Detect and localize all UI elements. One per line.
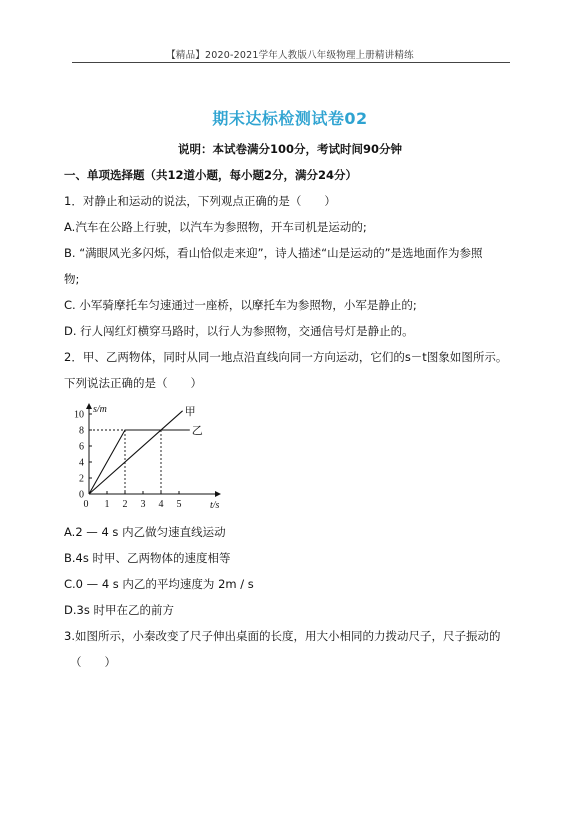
series-line-1: [89, 411, 183, 494]
question-1-option-d: D. 行人闯红灯横穿马路时，以行人为参照物，交通信号灯是静止的。: [64, 324, 414, 338]
question-2-stem-cont: 下列说法正确的是（ ）: [64, 376, 202, 390]
series-label-2: 乙: [191, 425, 203, 437]
x-tick-label: 5: [176, 499, 182, 510]
x-tick-label: 4: [158, 499, 164, 510]
question-1-option-b: B. “满眼风光多闪烁，看山恰似走来迎”，诗人描述“山是运动的”是选地面作为参照: [64, 246, 483, 260]
y-tick-label: 8: [79, 425, 84, 437]
origin-label: 0: [83, 499, 89, 510]
y-tick-label: 0: [79, 489, 84, 501]
header-divider: [72, 62, 510, 63]
series-line-2: [89, 430, 190, 494]
exam-instructions: 说明：本试卷满分100分，考试时间90分钟: [177, 142, 402, 156]
y-tick-label: 6: [79, 441, 84, 453]
question-2-option-d: D.3s 时甲在乙的前方: [64, 603, 174, 617]
question-1-stem: 1．对静止和运动的说法，下列观点正确的是（ ）: [64, 194, 336, 208]
question-1-option-c: C. 小军骑摩托车匀速通过一座桥，以摩托车为参照物，小军是静止的;: [64, 298, 417, 312]
page-header: 【精品】2020-2021学年人教版八年级物理上册精讲精练: [166, 50, 414, 61]
question-1-option-a: A.汽车在公路上行驶，以汽车为参照物，开车司机是运动的;: [64, 220, 367, 234]
question-2-option-c: C.0 — 4 s 内乙的平均速度为 2m / s: [64, 577, 254, 591]
x-tick-label: 1: [104, 499, 110, 510]
question-2-stem: 2．甲、乙两物体，同时从同一地点沿直线向同一方向运动，它们的s－t图象如图所示。: [64, 350, 508, 364]
y-tick-label: 10: [74, 409, 84, 421]
question-1-option-b-cont: 物;: [64, 272, 80, 286]
y-tick-label: 4: [79, 457, 84, 469]
question-2-option-b: B.4s 时甲、乙两物体的速度相等: [64, 551, 231, 565]
x-tick-label: 2: [122, 499, 128, 510]
x-tick-label: 3: [140, 499, 146, 510]
question-2-option-a: A.2 — 4 s 内乙做匀速直线运动: [64, 525, 226, 539]
y-axis-label: s/m: [93, 404, 107, 415]
st-graph: [60, 400, 230, 518]
series-label-1: 甲: [184, 405, 196, 418]
x-axis-label: t/s: [210, 500, 220, 511]
section-heading: 一、单项选择题（共12道小题，每小题2分，满分24分）: [64, 168, 358, 182]
question-3-stem: 3.如图所示，小秦改变了尺子伸出桌面的长度，用大小相同的力拨动尺子，尺子振动的: [64, 629, 501, 643]
exam-title: 期末达标检测试卷02: [212, 109, 368, 128]
question-3-stem-cont: （ ）: [70, 655, 116, 669]
y-tick-label: 2: [79, 473, 84, 485]
